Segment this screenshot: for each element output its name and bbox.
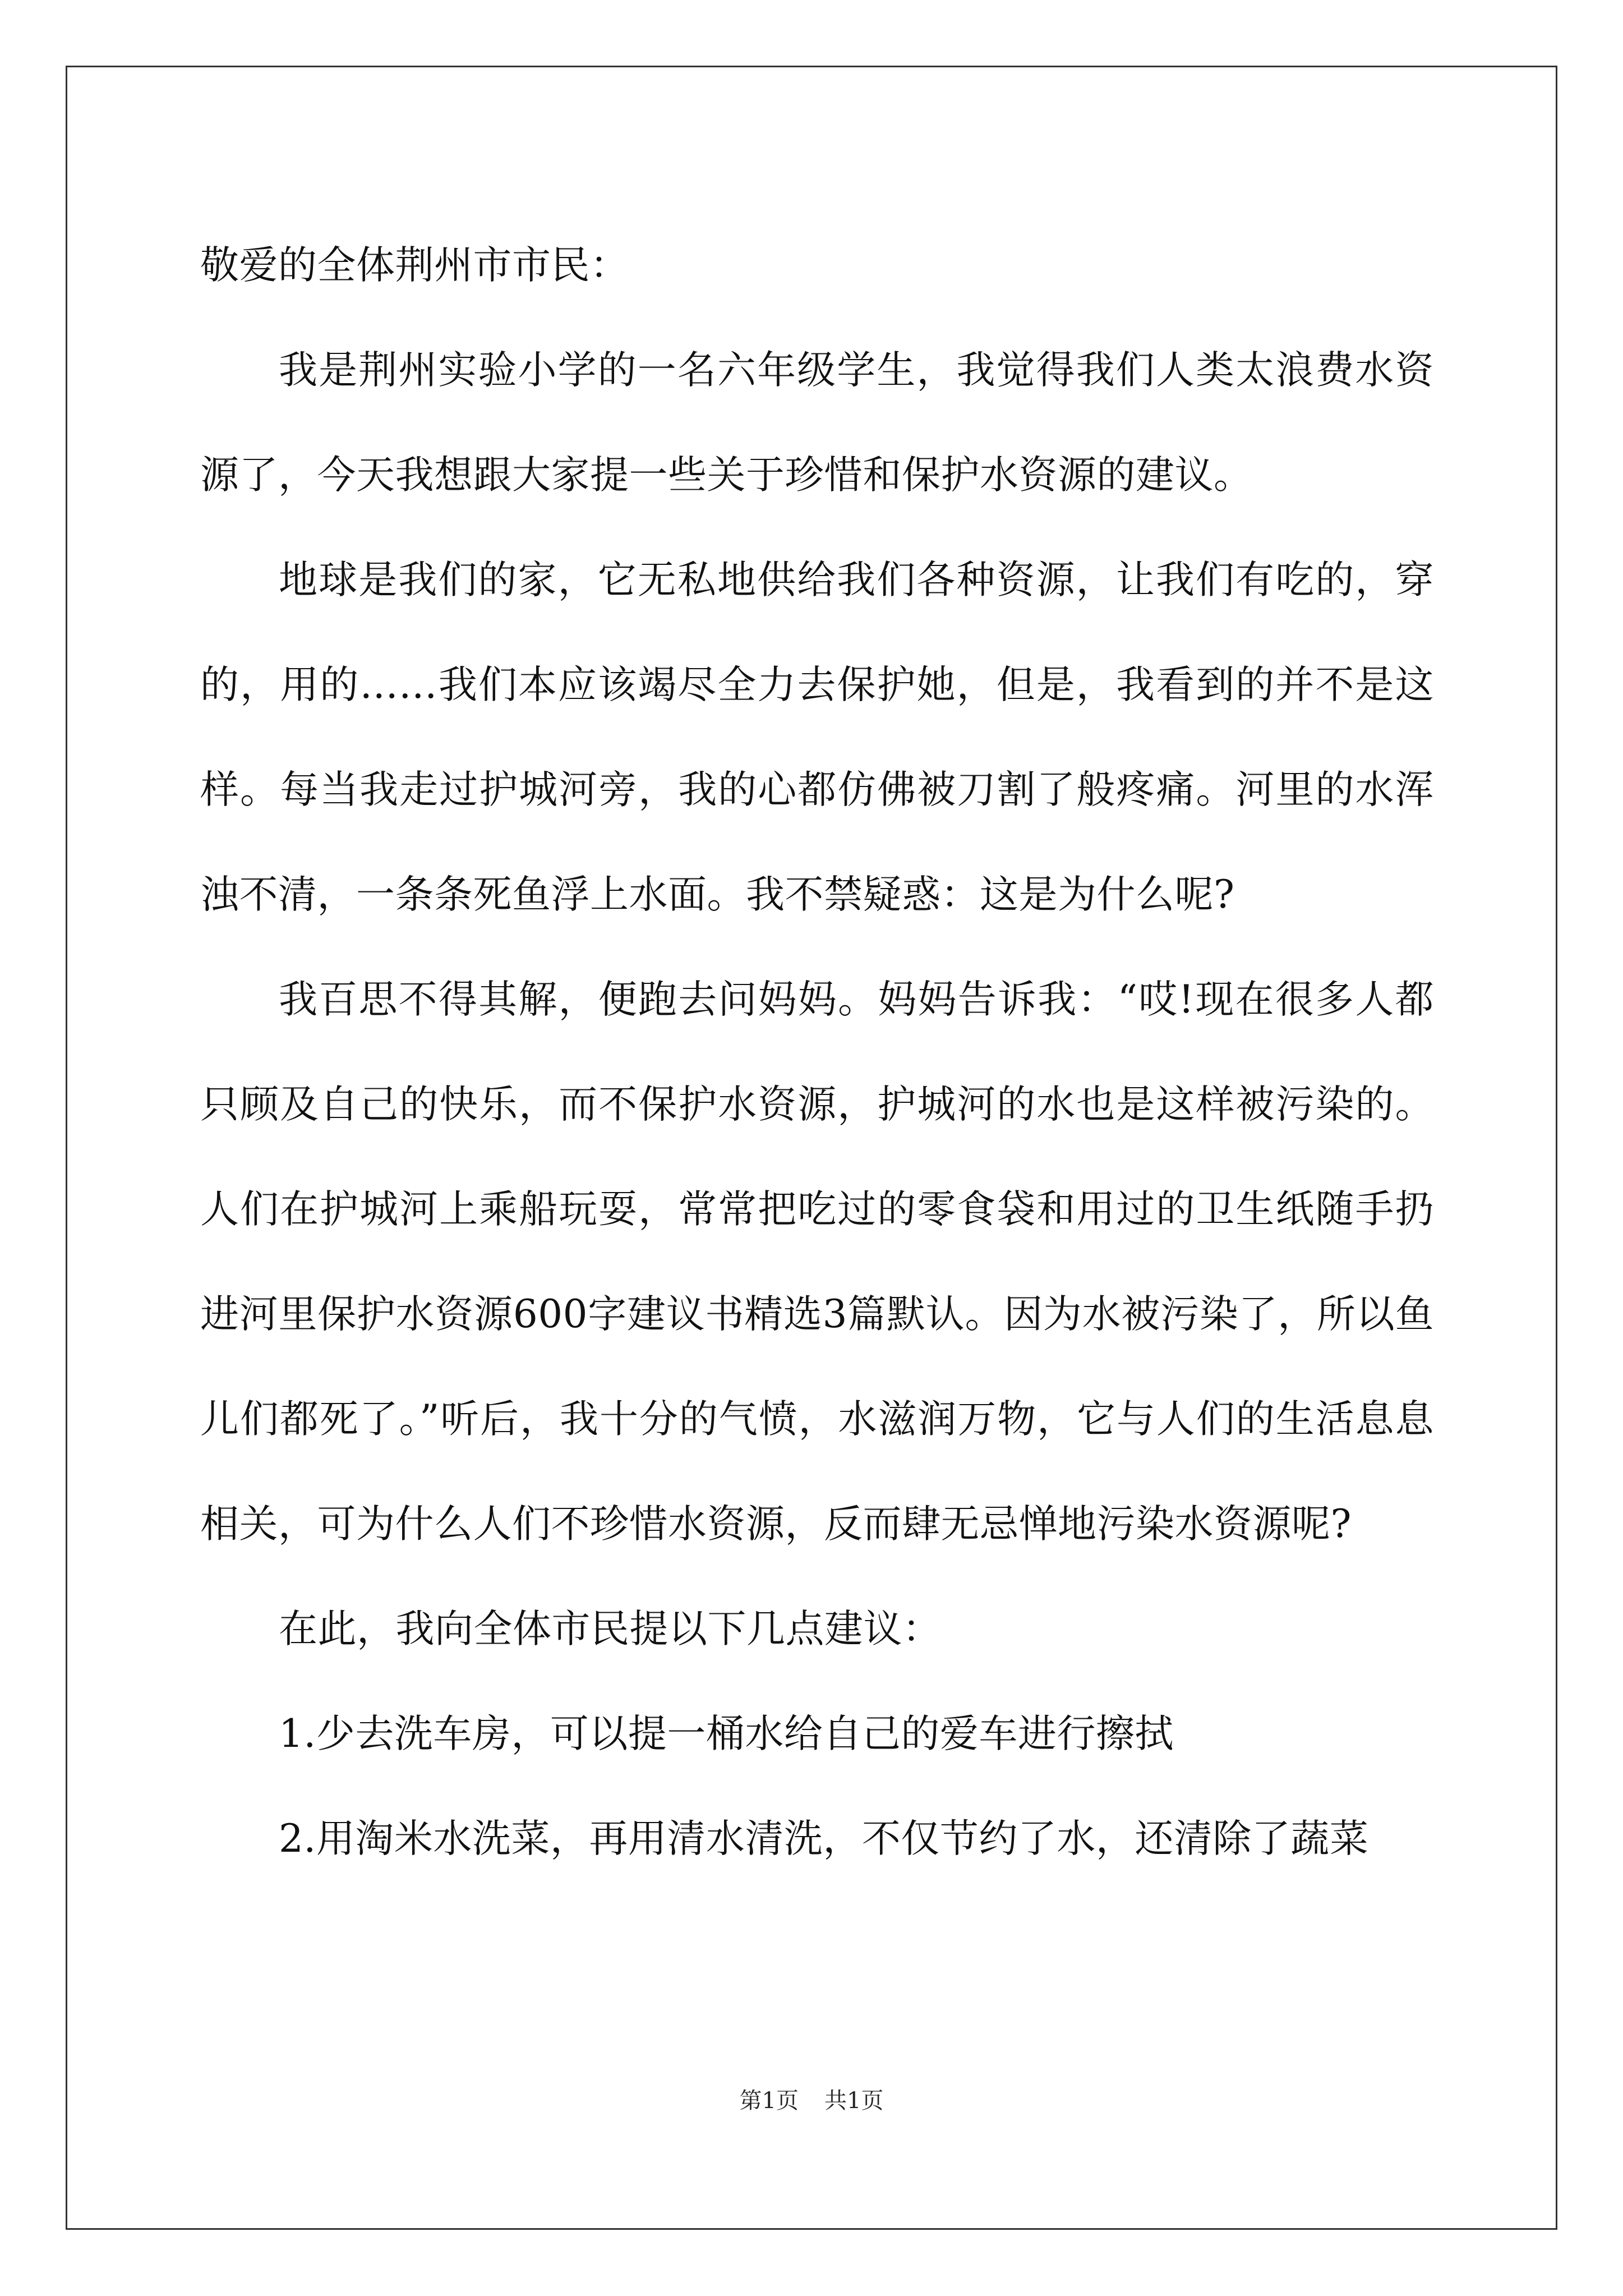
paragraph-mother: 我百思不得其解，便跑去问妈妈。妈妈告诉我：“哎!现在很多人都只顾及自己的快乐，而不保护水资源，护城河的水也是这样被污染的。人们在护城河上乘船玩耍，常常把吃过的零食袋和用过的卫生纸随手扔进河里保护水资源600字建议书精选3篇默认。因为水被污染了，所以鱼儿们都死了。”听后，我十分的气愤，水滋润万物，它与人们的生活息息相关，可为什么人们不珍惜水资源，反而肆无忌惮地污染水资源呢? (200, 977, 1434, 1547)
page-total: 共1页 (824, 2088, 884, 2114)
salutation: 敬爱的全体荆州市市民： (200, 243, 629, 288)
paragraph-intro: 我是荆州实验小学的一名六年级学生，我觉得我们人类太浪费水资源了，今天我想跟大家提一些关于珍惜和保护水资源的建议。 (200, 348, 1434, 498)
suggestion-item-2: 2.用淘米水洗菜，再用清水清洗，不仅节约了水，还清除了蔬菜 (279, 1816, 1369, 1861)
paragraph-earth: 地球是我们的家，它无私地供给我们各种资源，让我们有吃的，穿的，用的……我们本应该竭尽全力去保护她，但是，我看到的并不是这样。每当我走过护城河旁，我的心都仿佛被刀割了般疼痛。河里的水浑浊不清，一条条死鱼浮上水面。我不禁疑惑：这是为什么呢? (200, 558, 1434, 917)
page-number: 第1页 (739, 2088, 799, 2114)
page-footer (0, 2087, 1623, 2115)
document-body (200, 213, 1434, 1892)
suggestion-item-1: 1.少去洗车房，可以提一桶水给自己的爱车进行擦拭 (279, 1711, 1174, 1756)
paragraph-suggestions-intro: 在此，我向全体市民提以下几点建议： (279, 1607, 942, 1651)
